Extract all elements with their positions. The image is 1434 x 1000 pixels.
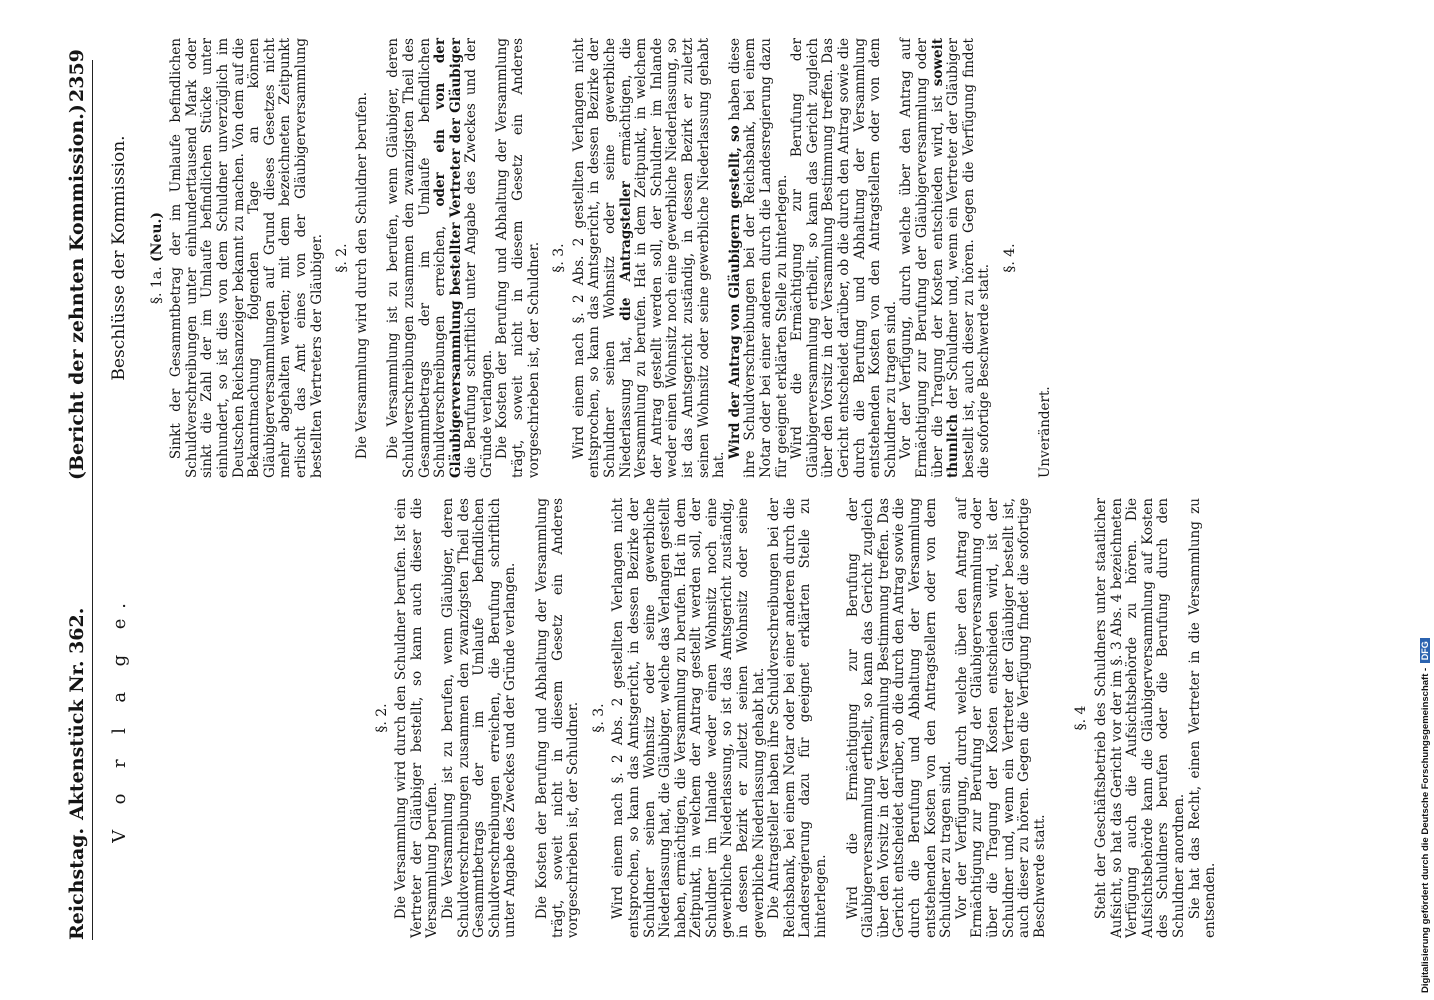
header-reichstag: Reichstag. xyxy=(66,827,88,940)
header-document-number: Aktenstück Nr. 362. xyxy=(66,607,88,820)
left-column-vorlage xyxy=(106,498,1219,938)
header-report-title: (Bericht der zehnten Kommission.) xyxy=(66,104,88,480)
section-3-heading: §. 3. xyxy=(590,703,607,733)
section-4-unchanged: Unverändert. xyxy=(1037,386,1054,478)
section-3-para-4-emphasis: soweit thunlich xyxy=(929,38,962,478)
section-3-para-2-tail: haben diese ihre Schuldverschreibungen bei der Reichsbank, bei einem Notar oder bei einer anderen durch die Landesregierung dazu für geeignet erklärten Stelle zu hinterlegen. xyxy=(726,38,790,478)
section-4-heading-right: §. 4. xyxy=(1001,243,1018,273)
section-3-para-4: Vor der Verfügung, durch welche über den Antrag auf Ermächtigung zur Berufung der Gläubigerversammlung oder über die Tragung der Kosten entschieden wird, ist der Schuldner und, wenn ein Vertreter der Gläubiger bestellt ist, auch dieser zu hören. Gegen die Verfügung findet die sofortige Beschwerde statt. xyxy=(953,498,1048,938)
section-3-para-2-emphasis: Wird der Antrag von Gläubigern gestellt, so xyxy=(726,125,743,460)
section-3-para-2-right xyxy=(728,38,790,478)
section-2-heading-right: §. 2. xyxy=(334,243,351,273)
page-number: 2359 xyxy=(66,49,88,102)
section-4-heading: §. 4 xyxy=(1073,705,1090,731)
section-2-para-2: Die Versammlung ist zu berufen, wenn Gläubiger, deren Schuldverschreibungen zusammen den zwanzigsten Theil des Gesammtbetrags der im Umlaufe befindlichen Schuldverschreibungen erreichen, die Berufung schriftlich unter Angabe des Zweckes und der Gründe verlangen. xyxy=(439,498,519,938)
section-2-para-1-right: Die Versammlung wird durch den Schuldner berufen. xyxy=(353,91,370,460)
right-column-beschluesse xyxy=(106,38,1054,478)
section-2-para-1: Die Versammlung wird durch den Schuldner berufen. Ist ein Vertreter der Gläubiger bestellt, so kann auch dieser die Versammlung berufen. xyxy=(393,498,441,938)
digitization-credit-text: Digitalisierung gefördert durch die Deutsche Forschungsgemeinschaft - xyxy=(1420,667,1431,993)
section-3-heading-right: §. 3. xyxy=(551,243,568,273)
section-3-para-4-text: Vor der Verfügung, durch welche über den Antrag auf Ermächtigung zur Berufung der Gläubigerversammlung oder über die Tragung der Kosten entschieden wird, ist xyxy=(898,38,946,478)
section-1a-heading xyxy=(150,38,166,478)
section-1a-number: §. 1a. xyxy=(148,266,165,305)
digitization-credit xyxy=(1420,8,1434,993)
dfg-logo: DFG xyxy=(1420,638,1430,663)
section-3-para-3: Wird die Ermächtigung zur Berufung der Gläubigerversammlung ertheilt, so kann das Gericht zugleich über den Vorsitz in der Versammlung Bestimmung treffen. Das Gericht entscheidet darüber, ob die durch den Antrag sowie die durch die Berufung und Abhaltung der Versammlung entstehenden Kosten von den Antragstellern oder von dem Schuldner zu tragen sind. xyxy=(844,498,955,938)
section-2-para-3: Die Kosten der Berufung und Abhaltung der Versammlung trägt, soweit nicht in diesem Gesetz ein Anderes vorgeschrieben ist, der Schuldner. xyxy=(533,498,582,938)
page-header xyxy=(62,49,96,940)
section-2-heading: §. 2. xyxy=(373,703,390,733)
section-4-para-2: Sie hat das Recht, einen Vertreter in die Versammlung zu entsenden. xyxy=(1186,498,1219,938)
section-3-para-1-tail: ermächtigen, die Versammlung zu berufen. Hat in dem Zeitpunkt, in welchem der Antrag gestellt werden soll, der Schuldner im Inlande weder einen Wohnsitz noch eine gewerbliche Niederlassung, so ist das Amtsgericht zuständig, in dessen Bezirk er zuletzt seinen Wohnsitz oder seine gewerbliche Niederlassung gehabt hat. xyxy=(617,38,728,478)
section-3-para-1-text: Wird einem nach §. 2 Abs. 2 gestellten Verlangen nicht entsprochen, so kann das Amtsgericht, in dessen Bezirke der Schuldner seinen Wohnsitz oder seine gewerbliche Niederlassung hat, xyxy=(570,38,634,478)
section-2-para-2-text: Die Versammlung ist zu berufen, wenn Gläubiger, deren Schuldverschreibungen zusammen den zwanzigsten Theil des Gesammtbetrags der im Umlaufe befindlichen Schuldverschreibungen erreichen, xyxy=(385,38,449,478)
section-3-para-3-right: Wird die Ermächtigung zur Berufung der Gläubigerversammlung ertheilt, so kann das Gericht zugleich über den Vorsitz in der Versammlung Bestimmung treffen. Das Gericht entscheidet darüber, ob die durch den Antrag sowie die durch die Berufung und Abhaltung der Versammlung entstehenden Kosten von den Antragstellern oder von dem Schuldner zu tragen sind. xyxy=(789,38,899,478)
section-3-para-1: Wird einem nach §. 2 Abs. 2 gestellten Verlangen nicht entsprochen, so kann das Amtsgericht, in dessen Bezirke der Schuldner seinen Wohnsitz oder seine gewerbliche Niederlassung hat, die Gläubiger, welche das Verlangen gestellt haben, ermächtigen, die Versammlung zu berufen. Hat in dem Zeitpunkt, in welchem der Antrag gestellt werden soll, der Schuldner im Inlande weder einen Wohnsitz noch eine gewerbliche Niederlassung, so ist das Amtsgericht zuständig, in dessen Bezirk er zuletzt seinen Wohnsitz oder seine gewerbliche Niederlassung gehabt hat. xyxy=(610,498,767,938)
section-2-para-3-right: Die Kosten der Berufung und Abhaltung der Versammlung trägt, soweit nicht in diesem Gesetz ein Anderes vorgeschrieben ist, der Schuldner. xyxy=(494,38,542,478)
section-4-para-1: Steht der Geschäftsbetrieb des Schuldners unter staatlicher Aufsicht, so hat das Gericht vor der im §. 3 Abs. 4 bezeichneten Verfügung auch die Aufsichtsbehörde zu hören. Die Aufsichtsbehörde kann die Gläubigerversammlung auf Kosten des Schuldners berufen oder die Berufung durch den Schuldner anordnen. xyxy=(1092,498,1187,938)
section-1a-new-tag: (Neu.) xyxy=(148,211,165,262)
section-2-para-2-emphasis: oder ein von der Gläubigerversammlung bestellter Vertreter der Gläubiger xyxy=(432,38,464,478)
header-rule xyxy=(92,60,93,940)
left-column-title: V o r l a g e. xyxy=(109,593,130,843)
section-3-para-1-emphasis: die Antragsteller xyxy=(617,181,634,321)
section-3-para-1-right xyxy=(572,38,728,478)
section-2-para-2-tail: die Berufung schriftlich unter Angabe des Zweckes und der Gründe verlangen. xyxy=(463,38,495,478)
section-3-para-4-tail: der Schuldner und, wenn ein Vertreter der Gläubiger bestellt ist, auch dieser zu hören. Gegen die Verfügung findet die sofortige Beschwerde statt. xyxy=(945,38,993,478)
section-3-para-4-right xyxy=(899,38,993,478)
section-2-para-2-right xyxy=(386,38,495,478)
section-1a-para-1: Sinkt der Gesammtbetrag der im Umlaufe befindlichen Schuldverschreibungen unter einhunderttausend Mark oder sinkt die Zahl der im Umlaufe befindlichen Stücke unter einhundert, so ist dies von dem Schuldner unverzüglich im Deutschen Reichsanzeiger bekannt zu machen. Von dem auf die Bekanntmachung folgenden Tage an können Gläubigerversammlungen auf Grund dieses Gesetzes nicht mehr abgehalten werden; mit dem bezeichneten Zeitpunkt erlischt das Amt eines von der Gläubigerversammlung bestellten Vertreters der Gläubiger. xyxy=(168,38,325,478)
right-column-title: Beschlüsse der Kommission. xyxy=(109,135,129,381)
section-3-para-2: Die Antragsteller haben ihre Schuldverschreibungen bei der Reichsbank, bei einem Notar oder bei einer anderen durch die Landesregierung dazu für geeignet erklärten Stelle zu hinterlegen. xyxy=(766,498,830,938)
